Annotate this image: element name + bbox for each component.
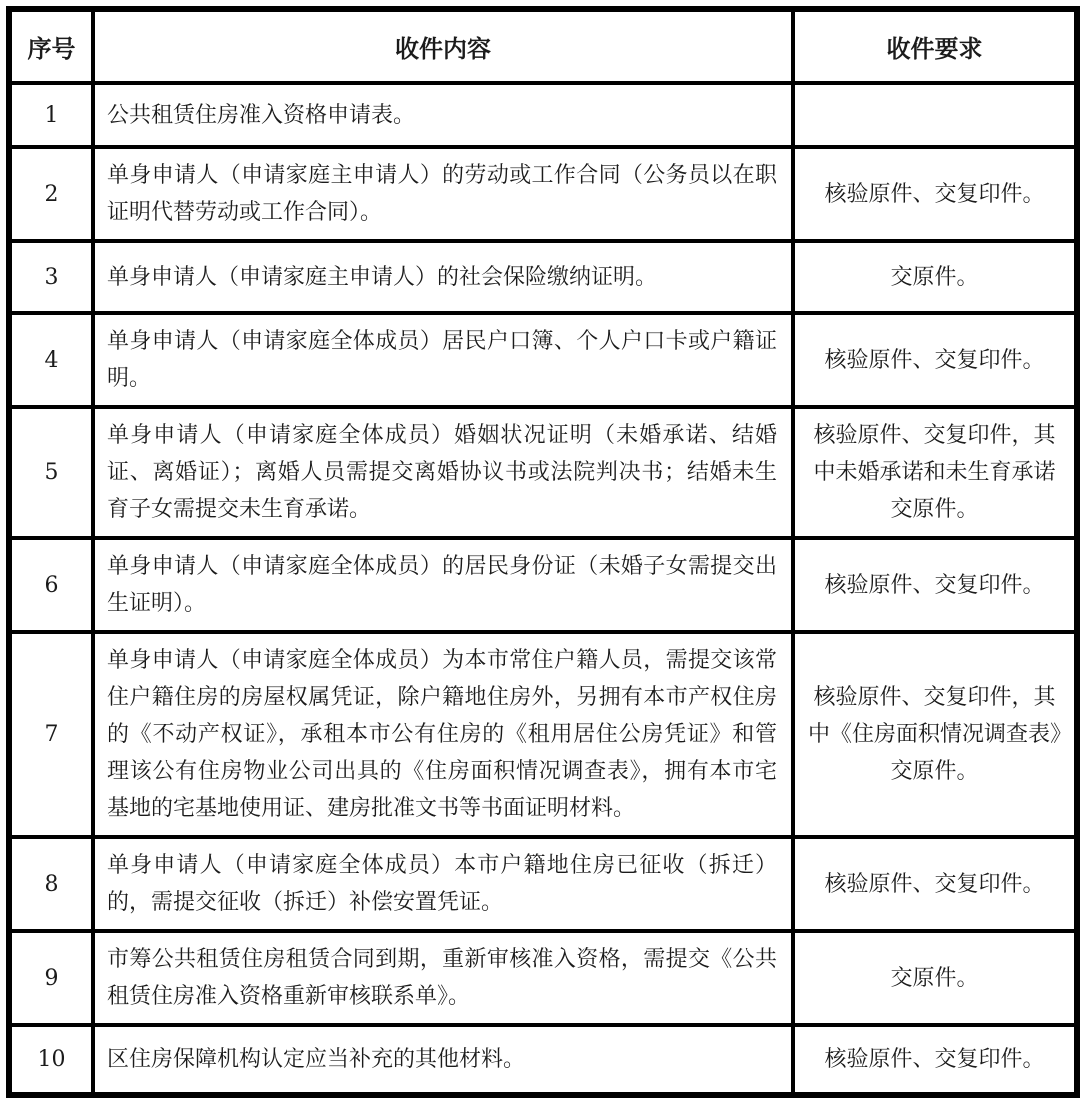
table-header-row [9, 9, 1077, 83]
table-row [9, 837, 1077, 931]
table-row [9, 632, 1077, 837]
header-receipt-requirement: 收件要求 [793, 9, 1077, 83]
row-content: 单身申请人（申请家庭全体成员）为本市常住户籍人员，需提交该常住户籍住房的房屋权属凭证，除户籍地住房外，另拥有本市产权住房的《不动产权证》，承租本市公有住房的《租用居住公房凭证》和管理该公有住房物业公司出具的《住房面积情况调查表》，拥有本市宅基地的宅基地使用证、建房批准文书等书面证明材料。 [93, 632, 793, 837]
row-requirement: 核验原件、交复印件。 [793, 538, 1077, 632]
row-requirement: 核验原件、交复印件，其中《住房面积情况调查表》交原件。 [793, 632, 1077, 837]
row-requirement: 核验原件、交复印件，其中未婚承诺和未生育承诺交原件。 [793, 407, 1077, 538]
row-content: 单身申请人（申请家庭主申请人）的社会保险缴纳证明。 [93, 241, 793, 313]
row-number: 2 [9, 147, 93, 241]
row-number: 8 [9, 837, 93, 931]
row-requirement: 核验原件、交复印件。 [793, 837, 1077, 931]
table-row [9, 538, 1077, 632]
header-receipt-content: 收件内容 [93, 9, 793, 83]
header-serial-number: 序号 [9, 9, 93, 83]
table-row [9, 931, 1077, 1025]
table-row [9, 147, 1077, 241]
row-number: 7 [9, 632, 93, 837]
receipt-checklist-table [6, 6, 1080, 1098]
table-row [9, 241, 1077, 313]
table-row [9, 83, 1077, 147]
row-content: 单身申请人（申请家庭全体成员）婚姻状况证明（未婚承诺、结婚证、离婚证）；离婚人员需提交离婚协议书或法院判决书；结婚未生育子女需提交未生育承诺。 [93, 407, 793, 538]
row-requirement: 核验原件、交复印件。 [793, 1025, 1077, 1095]
row-content: 市筹公共租赁住房租赁合同到期，重新审核准入资格，需提交《公共租赁住房准入资格重新审核联系单》。 [93, 931, 793, 1025]
table-row [9, 407, 1077, 538]
table-row [9, 313, 1077, 407]
row-number: 6 [9, 538, 93, 632]
row-content: 公共租赁住房准入资格申请表。 [93, 83, 793, 147]
row-number: 10 [9, 1025, 93, 1095]
row-requirement: 核验原件、交复印件。 [793, 147, 1077, 241]
row-number: 3 [9, 241, 93, 313]
row-requirement [793, 83, 1077, 147]
row-number: 4 [9, 313, 93, 407]
row-number: 9 [9, 931, 93, 1025]
row-number: 1 [9, 83, 93, 147]
row-requirement: 交原件。 [793, 931, 1077, 1025]
row-content: 单身申请人（申请家庭全体成员）居民户口簿、个人户口卡或户籍证明。 [93, 313, 793, 407]
table-row [9, 1025, 1077, 1095]
row-content: 单身申请人（申请家庭全体成员）本市户籍地住房已征收（拆迁）的，需提交征收（拆迁）补偿安置凭证。 [93, 837, 793, 931]
row-content: 单身申请人（申请家庭主申请人）的劳动或工作合同（公务员以在职证明代替劳动或工作合同）。 [93, 147, 793, 241]
row-requirement: 交原件。 [793, 241, 1077, 313]
row-requirement: 核验原件、交复印件。 [793, 313, 1077, 407]
row-number: 5 [9, 407, 93, 538]
row-content: 单身申请人（申请家庭全体成员）的居民身份证（未婚子女需提交出生证明）。 [93, 538, 793, 632]
row-content: 区住房保障机构认定应当补充的其他材料。 [93, 1025, 793, 1095]
